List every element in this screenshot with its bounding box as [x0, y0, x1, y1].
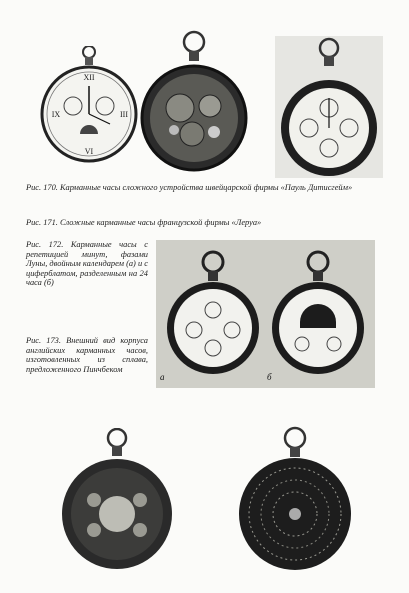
photo-label-a: а — [160, 372, 165, 382]
figure-171-watch — [275, 36, 383, 178]
figure-173-case-ornamented — [58, 428, 176, 570]
caption-figure-172: Рис. 172. Карманные часы с репетицией минут, фазами Луны, двойным календарем (а) и с циферблатом, разделенным на 24 часа (б) — [26, 240, 148, 288]
caption-figure-173: Рис. 173. Внешний вид корпуса английских карманных часов, изготовленных из сплава, предложенного Пинчбеком — [26, 336, 148, 374]
svg-text:III: III — [120, 110, 128, 119]
caption-figure-170: Рис. 170. Карманные часы сложного устройства швейцарской фирмы «Пауль Дитисгейм» — [26, 183, 353, 192]
photo-label-b: б — [267, 372, 272, 382]
figure-173-case-beaded — [235, 426, 355, 572]
figure-170-watch-movement — [140, 30, 248, 172]
svg-text:XII: XII — [83, 73, 95, 82]
caption-figure-171: Рис. 171. Сложные карманные часы французской фирмы «Леруа» — [26, 218, 262, 227]
figure-172-watches — [156, 240, 375, 388]
svg-text:IX: IX — [51, 110, 61, 119]
figure-172-photo — [156, 240, 375, 388]
figure-170-watch-dial — [40, 46, 138, 166]
svg-text:VI: VI — [84, 147, 94, 156]
